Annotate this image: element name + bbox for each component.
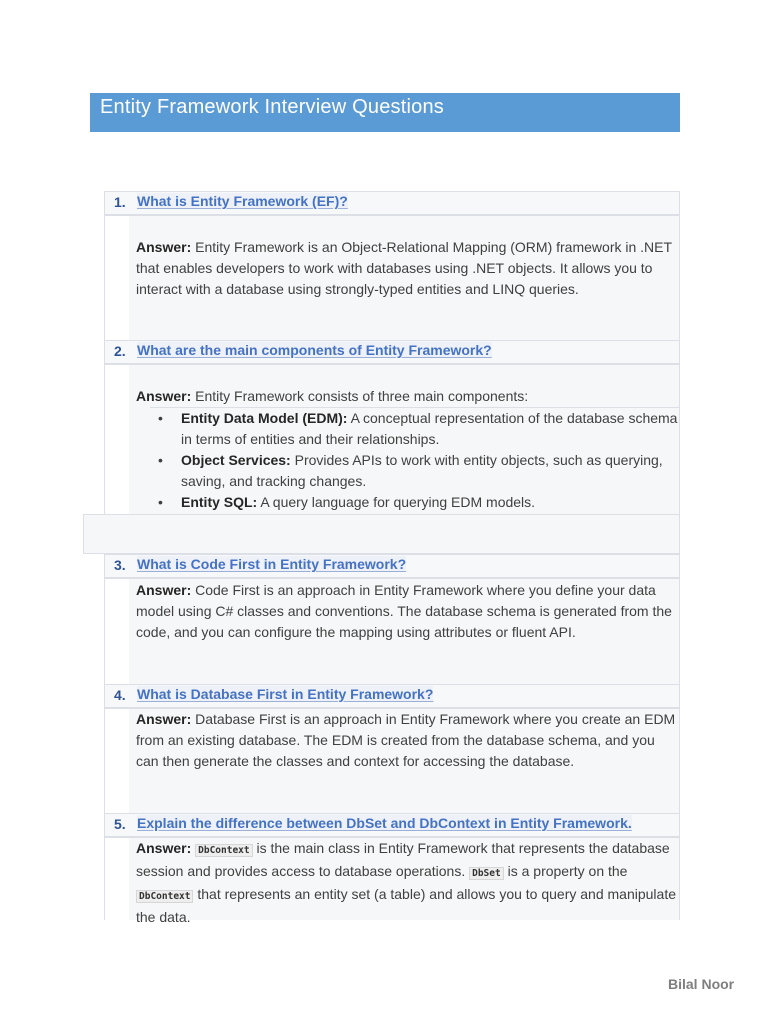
answer-text: is a property on the: [503, 863, 628, 879]
code-dbset: DbSet: [469, 867, 504, 880]
component-name: Entity Data Model (EDM):: [181, 410, 348, 426]
answer-text: Entity Framework consists of three main components:: [191, 388, 529, 404]
answer-text: Database First is an approach in Entity Framework where you create an EDM from an existing database. The EDM is created from the database schema, and you can then generate the classes and context for accessing the database.: [136, 711, 676, 769]
question-number: 4.: [114, 687, 126, 703]
code-dbcontext: DbContext: [136, 890, 193, 903]
component-desc: A conceptual representation of the database schema in terms of entities and their relationships.: [181, 410, 678, 447]
document-title: Entity Framework Interview Questions: [90, 93, 680, 132]
answer-label: Answer:: [136, 582, 192, 598]
question-text: Explain the difference between DbSet and DbContext in Entity Framework.: [137, 815, 632, 831]
answer-text: is the main class in Entity Framework that represents the database session and provides access to database operations.: [136, 840, 670, 879]
answer-5: [136, 838, 676, 928]
list-item: [150, 492, 680, 513]
question-heading-1: [104, 191, 680, 215]
question-text: What is Entity Framework (EF)?: [137, 193, 348, 209]
question-number: 2.: [114, 343, 126, 359]
answer-2: [136, 386, 676, 407]
answer-label: Answer:: [136, 840, 192, 856]
question-text: What is Code First in Entity Framework?: [137, 556, 407, 572]
question-heading-4: [104, 684, 680, 708]
components-list: [150, 407, 680, 513]
component-desc: A query language for querying EDM models.: [257, 494, 536, 510]
answer-label: Answer:: [136, 388, 192, 404]
question-heading-5: [104, 813, 680, 837]
answer-1: [136, 237, 676, 300]
question-text: What are the main components of Entity Framework?: [137, 342, 492, 358]
answer-label: Answer:: [136, 239, 192, 255]
author-name: Bilal Noor: [668, 976, 735, 992]
question-heading-3: [104, 554, 680, 578]
question-heading-2: [104, 340, 680, 364]
answer-4: [136, 709, 676, 772]
answer-text: Entity Framework is an Object-Relational Mapping (ORM) framework in .NET that enables developers to work with databases using .NET objects. It allows you to interact with a database using strongly-typed entities and LINQ queries.: [136, 239, 672, 297]
component-name: Object Services:: [181, 452, 291, 468]
answer-text: Code First is an approach in Entity Framework where you define your data model using C# classes and conventions. The database schema is generated from the code, and you can configure the mapping using attributes or fluent API.: [136, 582, 672, 640]
answer-text: that represents an entity set (a table) and allows you to query and manipulate the data.: [136, 886, 676, 925]
question-number: 5.: [114, 816, 126, 832]
list-item: [150, 408, 680, 450]
spacer-box: [83, 514, 680, 554]
question-number: 1.: [114, 194, 126, 210]
answer-label: Answer:: [136, 711, 192, 727]
code-dbcontext: DbContext: [195, 844, 252, 857]
question-text: What is Database First in Entity Framework?: [137, 686, 434, 702]
question-number: 3.: [114, 557, 126, 573]
answer-3: [136, 580, 676, 643]
list-item: [150, 450, 680, 492]
component-name: Entity SQL:: [181, 494, 258, 510]
component-desc: Provides APIs to work with entity objects, such as querying, saving, and tracking changes.: [181, 452, 663, 489]
